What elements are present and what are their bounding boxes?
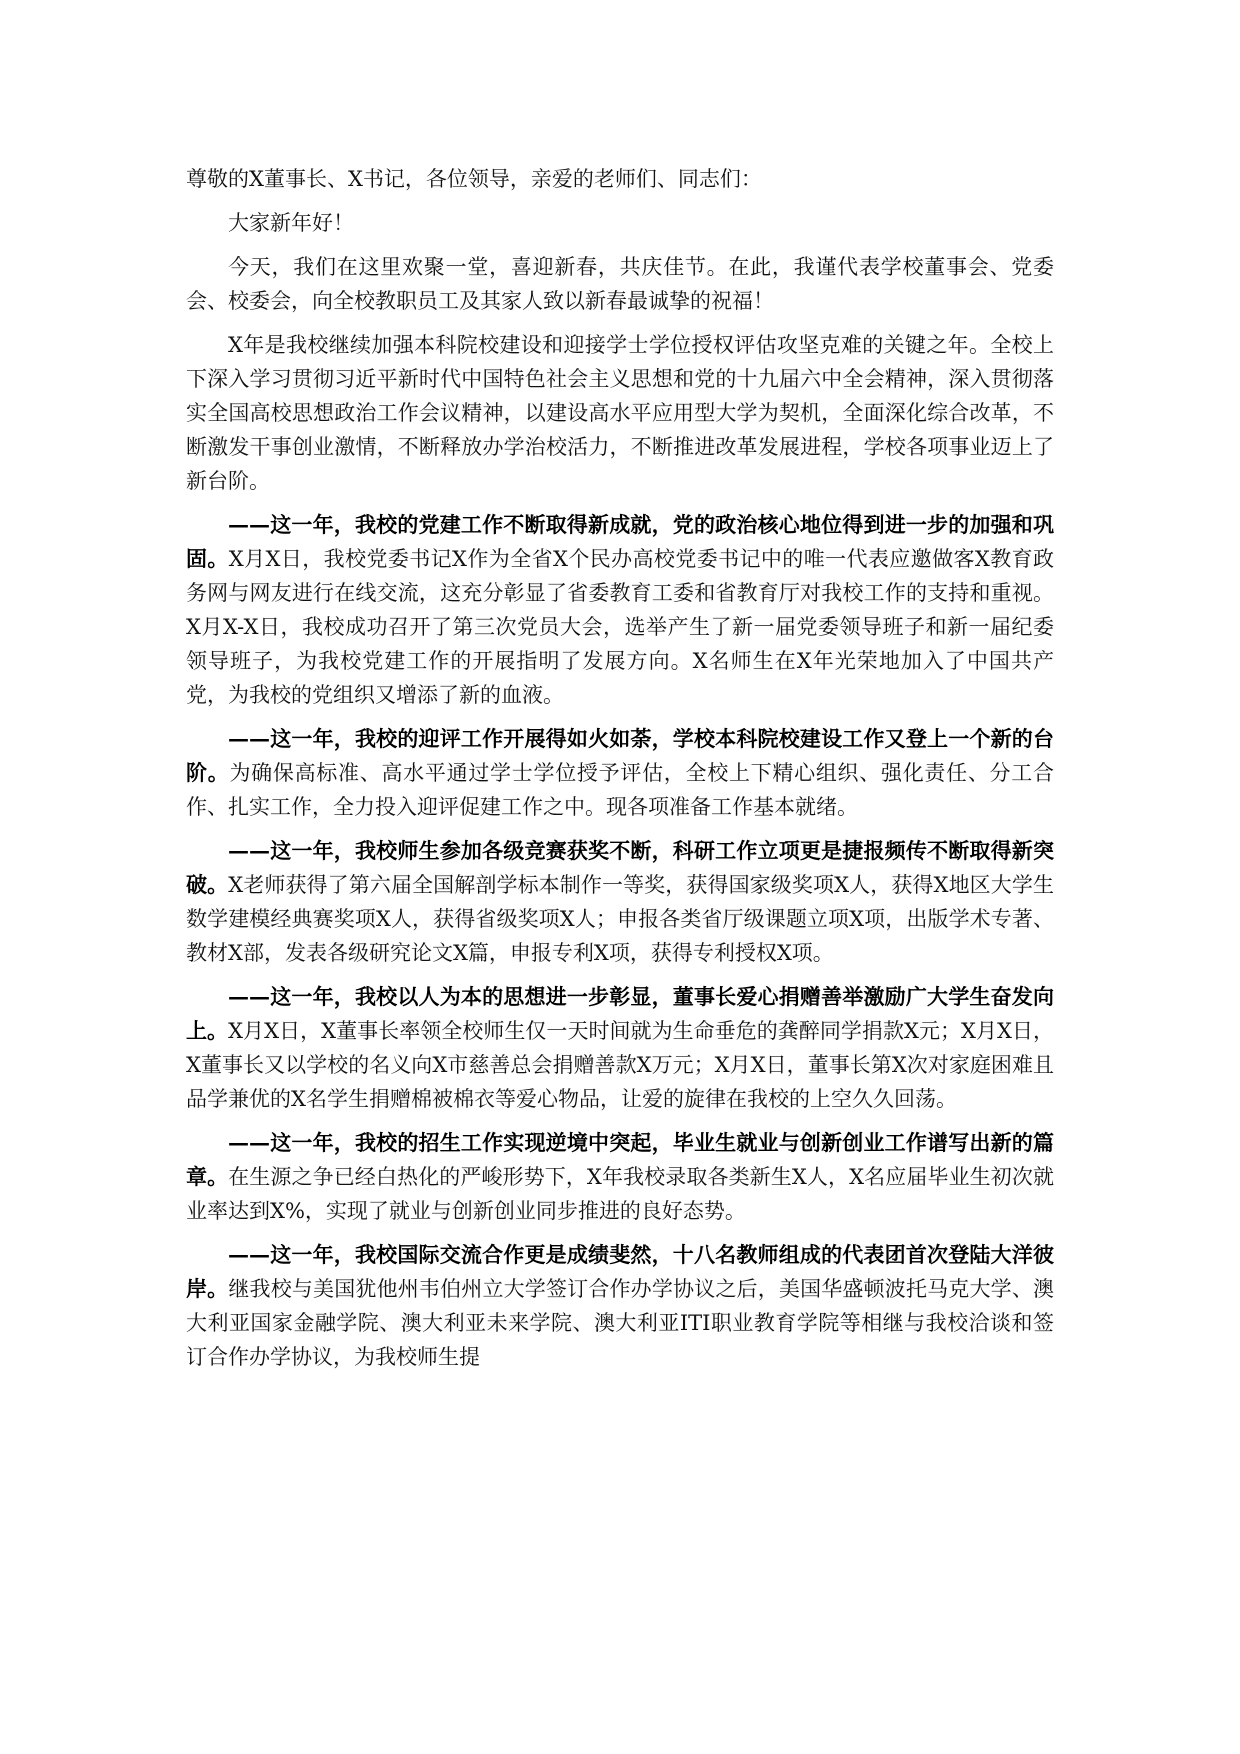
paragraph-party-building: [186, 508, 1054, 712]
paragraph-evaluation: [186, 722, 1054, 824]
salutation: 尊敬的X董事长、X书记，各位领导，亲爱的老师们、同志们：: [186, 167, 762, 191]
paragraph-competitions: [186, 834, 1054, 970]
paragraph-overview: [186, 328, 1054, 498]
paragraph-admissions: [186, 1126, 1054, 1228]
paragraph-lead: ——这一年，我校的党建工作不断取得新成就，党的政治核心地位得到进一步的加强和巩固。: [186, 512, 1054, 571]
paragraph-lead: ——这一年，我校的招生工作实现逆境中突起，毕业生就业与创新创业工作谱写出新的篇章。: [186, 1130, 1054, 1189]
paragraph-text: 为确保高标准、高水平通过学士学位授予评估，全校上下精心组织、强化责任、分工合作、扎实工作，全力投入迎评促建工作之中。现各项准备工作基本就绪。: [186, 761, 1054, 819]
paragraph-lead: ——这一年，我校的迎评工作开展得如火如荼，学校本科院校建设工作又登上一个新的台阶。: [186, 726, 1054, 785]
paragraph-text: 在生源之争已经白热化的严峻形势下，X年我校录取各类新生X人，X名应届毕业生初次就业率达到X%，实现了就业与创新创业同步推进的良好态势。: [186, 1165, 1054, 1223]
paragraph-lead: ——这一年，我校国际交流合作更是成绩斐然，十八名教师组成的代表团首次登陆大洋彼岸。: [186, 1242, 1054, 1301]
paragraph-text: X月X日，X董事长率领全校师生仅一天时间就为生命垂危的龚醉同学捐款X元；X月X日，X董事长又以学校的名义向X市慈善总会捐赠善款X万元；X月X日，董事长第X次对家庭困难且品学兼优的X名学生捐赠棉被棉衣等爱心物品，让爱的旋律在我校的上空久久回荡。: [186, 1019, 1055, 1111]
paragraph-text: 今天，我们在这里欢聚一堂，喜迎新春，共庆佳节。在此，我谨代表学校董事会、党委会、校委会，向全校教职员工及其家人致以新春最诚挚的祝福！: [186, 255, 1054, 313]
paragraph-lead: ——这一年，我校以人为本的思想进一步彰显，董事长爱心捐赠善举激励广大学生奋发向上。: [186, 984, 1054, 1043]
greeting: 大家新年好！: [228, 211, 354, 235]
paragraph-international: [186, 1238, 1054, 1374]
paragraph-text: X年是我校继续加强本科院校建设和迎接学士学位授权评估攻坚克难的关键之年。全校上下深入学习贯彻习近平新时代中国特色社会主义思想和党的十九届六中全会精神，深入贯彻落实全国高校思想政治工作会议精神，以建设高水平应用型大学为契机，全面深化综合改革，不断激发干事创业激情，不断释放办学治校活力，不断推进改革发展进程，学校各项事业迈上了新台阶。: [186, 333, 1054, 493]
paragraph-opening: [186, 250, 1054, 318]
paragraph-text: X月X日，我校党委书记X作为全省X个民办高校党委书记中的唯一代表应邀做客X教育政务网与网友进行在线交流，这充分彰显了省委教育工委和省教育厅对我校工作的支持和重视。X月X-X日，我校成功召开了第三次党员大会，选举产生了新一届党委领导班子和新一届纪委领导班子，为我校党建工作的开展指明了发展方向。X名师生在X年光荣地加入了中国共产党，为我校的党组织又增添了新的血液。: [186, 547, 1055, 707]
paragraph-donations: [186, 980, 1054, 1116]
paragraph-lead: ——这一年，我校师生参加各级竞赛获奖不断，科研工作立项更是捷报频传不断取得新突破。: [186, 838, 1054, 897]
paragraph-text: 继我校与美国犹他州韦伯州立大学签订合作办学协议之后，美国华盛顿波托马克大学、澳大利亚国家金融学院、澳大利亚未来学院、澳大利亚ITI职业教育学院等相继与我校洽谈和签订合作办学协议，为我校师生提: [186, 1277, 1055, 1369]
paragraph-text: X老师获得了第六届全国解剖学标本制作一等奖，获得国家级奖项X人，获得X地区大学生数学建模经典赛奖项X人，获得省级奖项X人；申报各类省厅级课题立项X项，出版学术专著、教材X部，发表各级研究论文X篇，申报专利X项，获得专利授权X项。: [186, 873, 1054, 965]
document-body: [186, 162, 1054, 1384]
